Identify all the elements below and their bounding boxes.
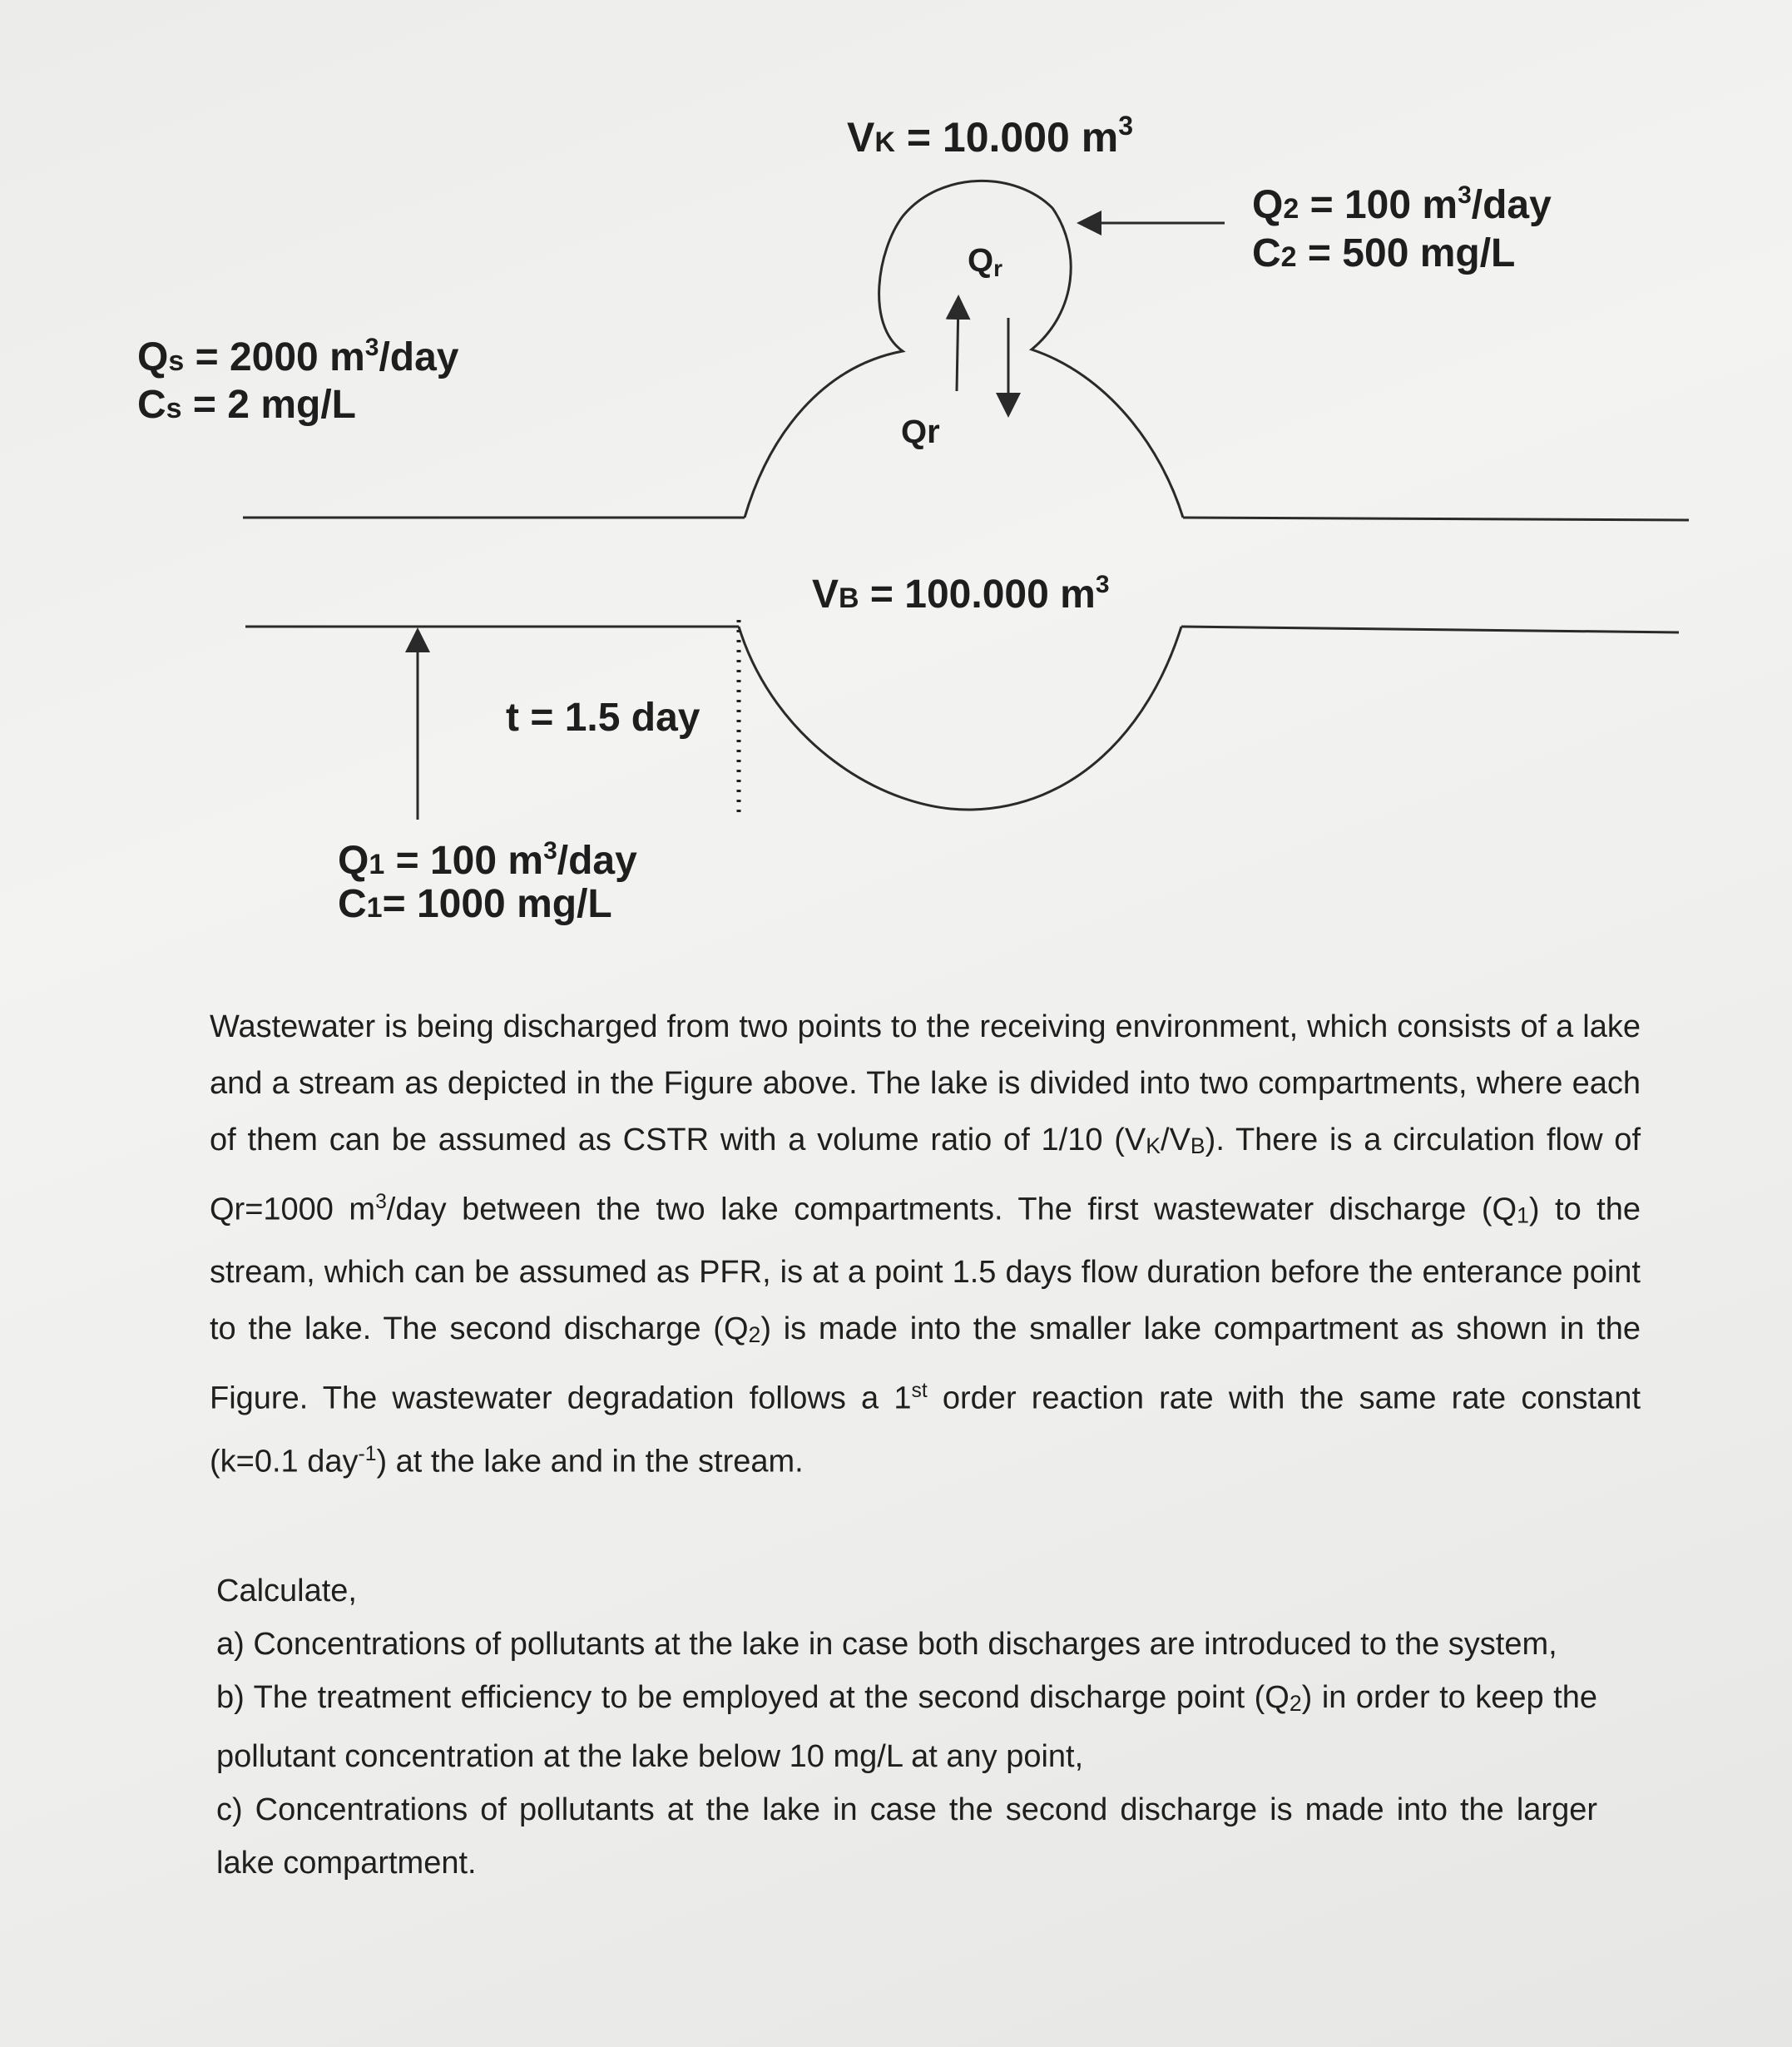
qr-bottom-label: Qr [901,414,940,450]
lower-shoreline-right [1181,627,1679,632]
lake-outline [745,181,1183,518]
qr-top-label: Qr [968,242,1003,281]
task-item-b: b) The treatment efficiency to be employed at the second discharge point (Q2) in order to keep the pollutant concentration at the lake below 10 mg/L at any point, [216,1680,1597,1774]
task-list [216,1564,1597,1890]
problem-statement [210,999,1641,1490]
upper-shoreline-right [1183,518,1689,520]
q1-label: Q1 = 100 $m^3$/day [338,837,637,883]
task-item-a: a) Concentrations of pollutants at the lake in case both discharges are introduced to the system, [216,1627,1557,1662]
vk-label: VK = 10.000 $m^3$ [847,111,1133,161]
lake-bottom-arc [739,627,1181,810]
lake-stream-diagram [0,0,1792,982]
problem-paragraph: Wastewater is being discharged from two points to the receiving environment, which consists of a lake and a stream as depicted in the Figure above. The lake is divided into two compartments, where each of them can be assumed as CSTR with a volume ratio of 1/10 (VK/VB). There is a circulation flow of Qr=1000 $m^3$/day between the two lake compartments. The first wastewater discharge (Q1) to the stream, which can be assumed as PFR, is at a point 1.5 days flow duration before the enterance point to the lake. The second discharge (Q2) is made into the smaller lake compartment as shown in the Figure. The wastewater degradation follows a 1st order reaction rate with the same rate constant (k=0.1 day$^{-1}$) at the lake and in the stream. [210,1009,1641,1479]
task-heading: Calculate, [216,1574,357,1608]
cs-label: Cs = 2 mg/L [137,383,356,427]
circulation-up-arrow [957,300,958,391]
c2-label: C2 = 500 mg/L [1252,231,1516,275]
qs-label: Qs = 2000 $m^3$/day [137,334,459,379]
c1-label: C1= 1000 mg/L [338,882,612,926]
travel-time-label: t = 1.5 day [506,696,700,740]
q2-label: Q2 = 100 $m^3$/day [1252,181,1552,227]
task-item-c: c) Concentrations of pollutants at the lake in case the second discharge is made into the larger lake compartment. [216,1792,1597,1881]
vb-label: VB = 100.000 $m^3$ [812,571,1110,617]
